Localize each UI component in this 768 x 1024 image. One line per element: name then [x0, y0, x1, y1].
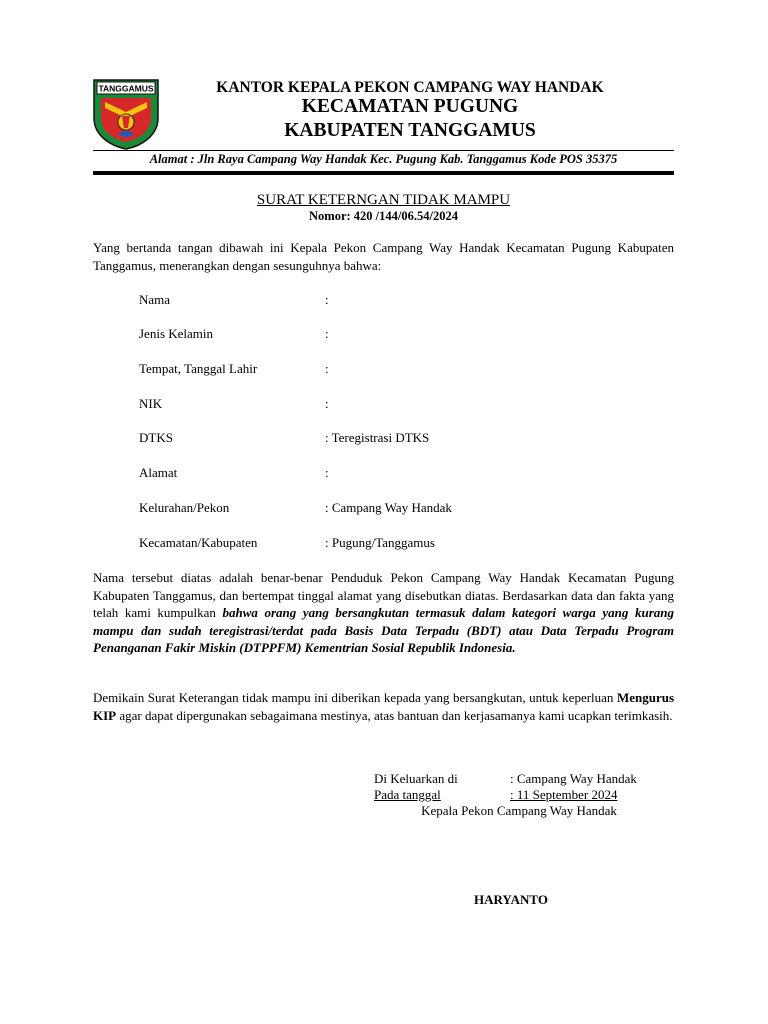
header-divider-thin [93, 150, 674, 151]
statement-paragraph [93, 569, 674, 657]
field-label-dtks: DTKS [139, 430, 173, 445]
statement-basis: Berdasarkan data dan fakta yang telah kami kumpulkan [93, 587, 675, 620]
letter-title: SURAT KETERNGAN TIDAK MAMPU [256, 192, 511, 208]
field-value-jenis-kelamin: : [325, 326, 329, 341]
field-value-alamat: : [325, 465, 329, 480]
closing-text-a: Demikain Surat Keterangan tidak mampu ini diberikan kepada yang bersangkutan, untuk keperluan [93, 690, 617, 705]
field-value-nik: : [325, 396, 329, 411]
field-label-jenis-kelamin: Jenis Kelamin [139, 326, 214, 341]
field-value-dtks: : Teregistrasi DTKS [325, 430, 430, 445]
issued-place-value: : Campang Way Handak [510, 771, 637, 786]
field-value-ttl: : [325, 361, 329, 376]
letter-number: Nomor: 420 /144/06.54/2024 [309, 209, 458, 223]
office-address: Alamat : Jln Raya Campang Way Handak Kec. Pugung Kab. Tanggamus Kode POS 35375 [149, 152, 618, 166]
field-label-nik: NIK [139, 396, 163, 411]
office-name: KANTOR KEPALA PEKON CAMPANG WAY HANDAK [216, 79, 604, 96]
field-label-kelurahan: Kelurahan/Pekon [139, 500, 230, 515]
field-value-nama: : [325, 292, 329, 307]
regency-name: KABUPATEN TANGGAMUS [284, 120, 536, 141]
field-label-nama: Nama [139, 292, 171, 307]
field-label-ttl: Tempat, Tanggal Lahir [139, 361, 258, 376]
signer-role: Kepala Pekon Campang Way Handak [421, 803, 617, 818]
regency-emblem [91, 78, 161, 150]
closing-purpose: Mengurus KIP [93, 690, 674, 723]
header-divider-thick [93, 171, 674, 175]
signer-name: HARYANTO [474, 892, 548, 907]
issued-date-value: : 11 September 2024 [510, 787, 618, 802]
field-label-kecamatan: Kecamatan/Kabupaten [139, 535, 258, 550]
closing-paragraph [93, 689, 674, 724]
statement-residency: Nama tersebut diatas adalah benar-benar Penduduk Pekon Campang Way Handak Kecamatan Pugung Kabupaten Tanggamus, dan bertempat tinggal alamat yang disebutkan diatas. [93, 570, 674, 603]
field-value-kelurahan: : Campang Way Handak [325, 500, 452, 515]
statement-emphasis: bahwa orang yang bersangkutan termasuk dalam kategori warga yang kurang mampu dan sudah teregistrasi/terdat pada Basis Data Terpadu (BDT) atau Data Terpadu Program Penanganan Fakir Miskin (DTPPFM) Kementrian Sosial Republik Indonesia. [93, 605, 674, 655]
field-label-alamat: Alamat [139, 465, 178, 480]
intro-paragraph: Yang bertanda tangan dibawah ini Kepala Pekon Campang Way Handak Kecamatan Pugung Kabupaten Tanggamus, menerangkan dengan sesunguhnya bahwa: [93, 240, 674, 273]
issued-date-label: Pada tanggal [374, 787, 441, 802]
district-name: KECAMATAN PUGUNG [301, 96, 519, 117]
closing-text-c: agar dapat dipergunakan sebagaimana mestinya, atas bantuan dan kerjasamanya kami ucapkan terimkasih. [116, 707, 673, 723]
field-value-kecamatan: : Pugung/Tanggamus [325, 535, 435, 550]
issued-place-label: Di Keluarkan di [374, 771, 458, 786]
emblem-text: TANGGAMUS [98, 83, 154, 94]
